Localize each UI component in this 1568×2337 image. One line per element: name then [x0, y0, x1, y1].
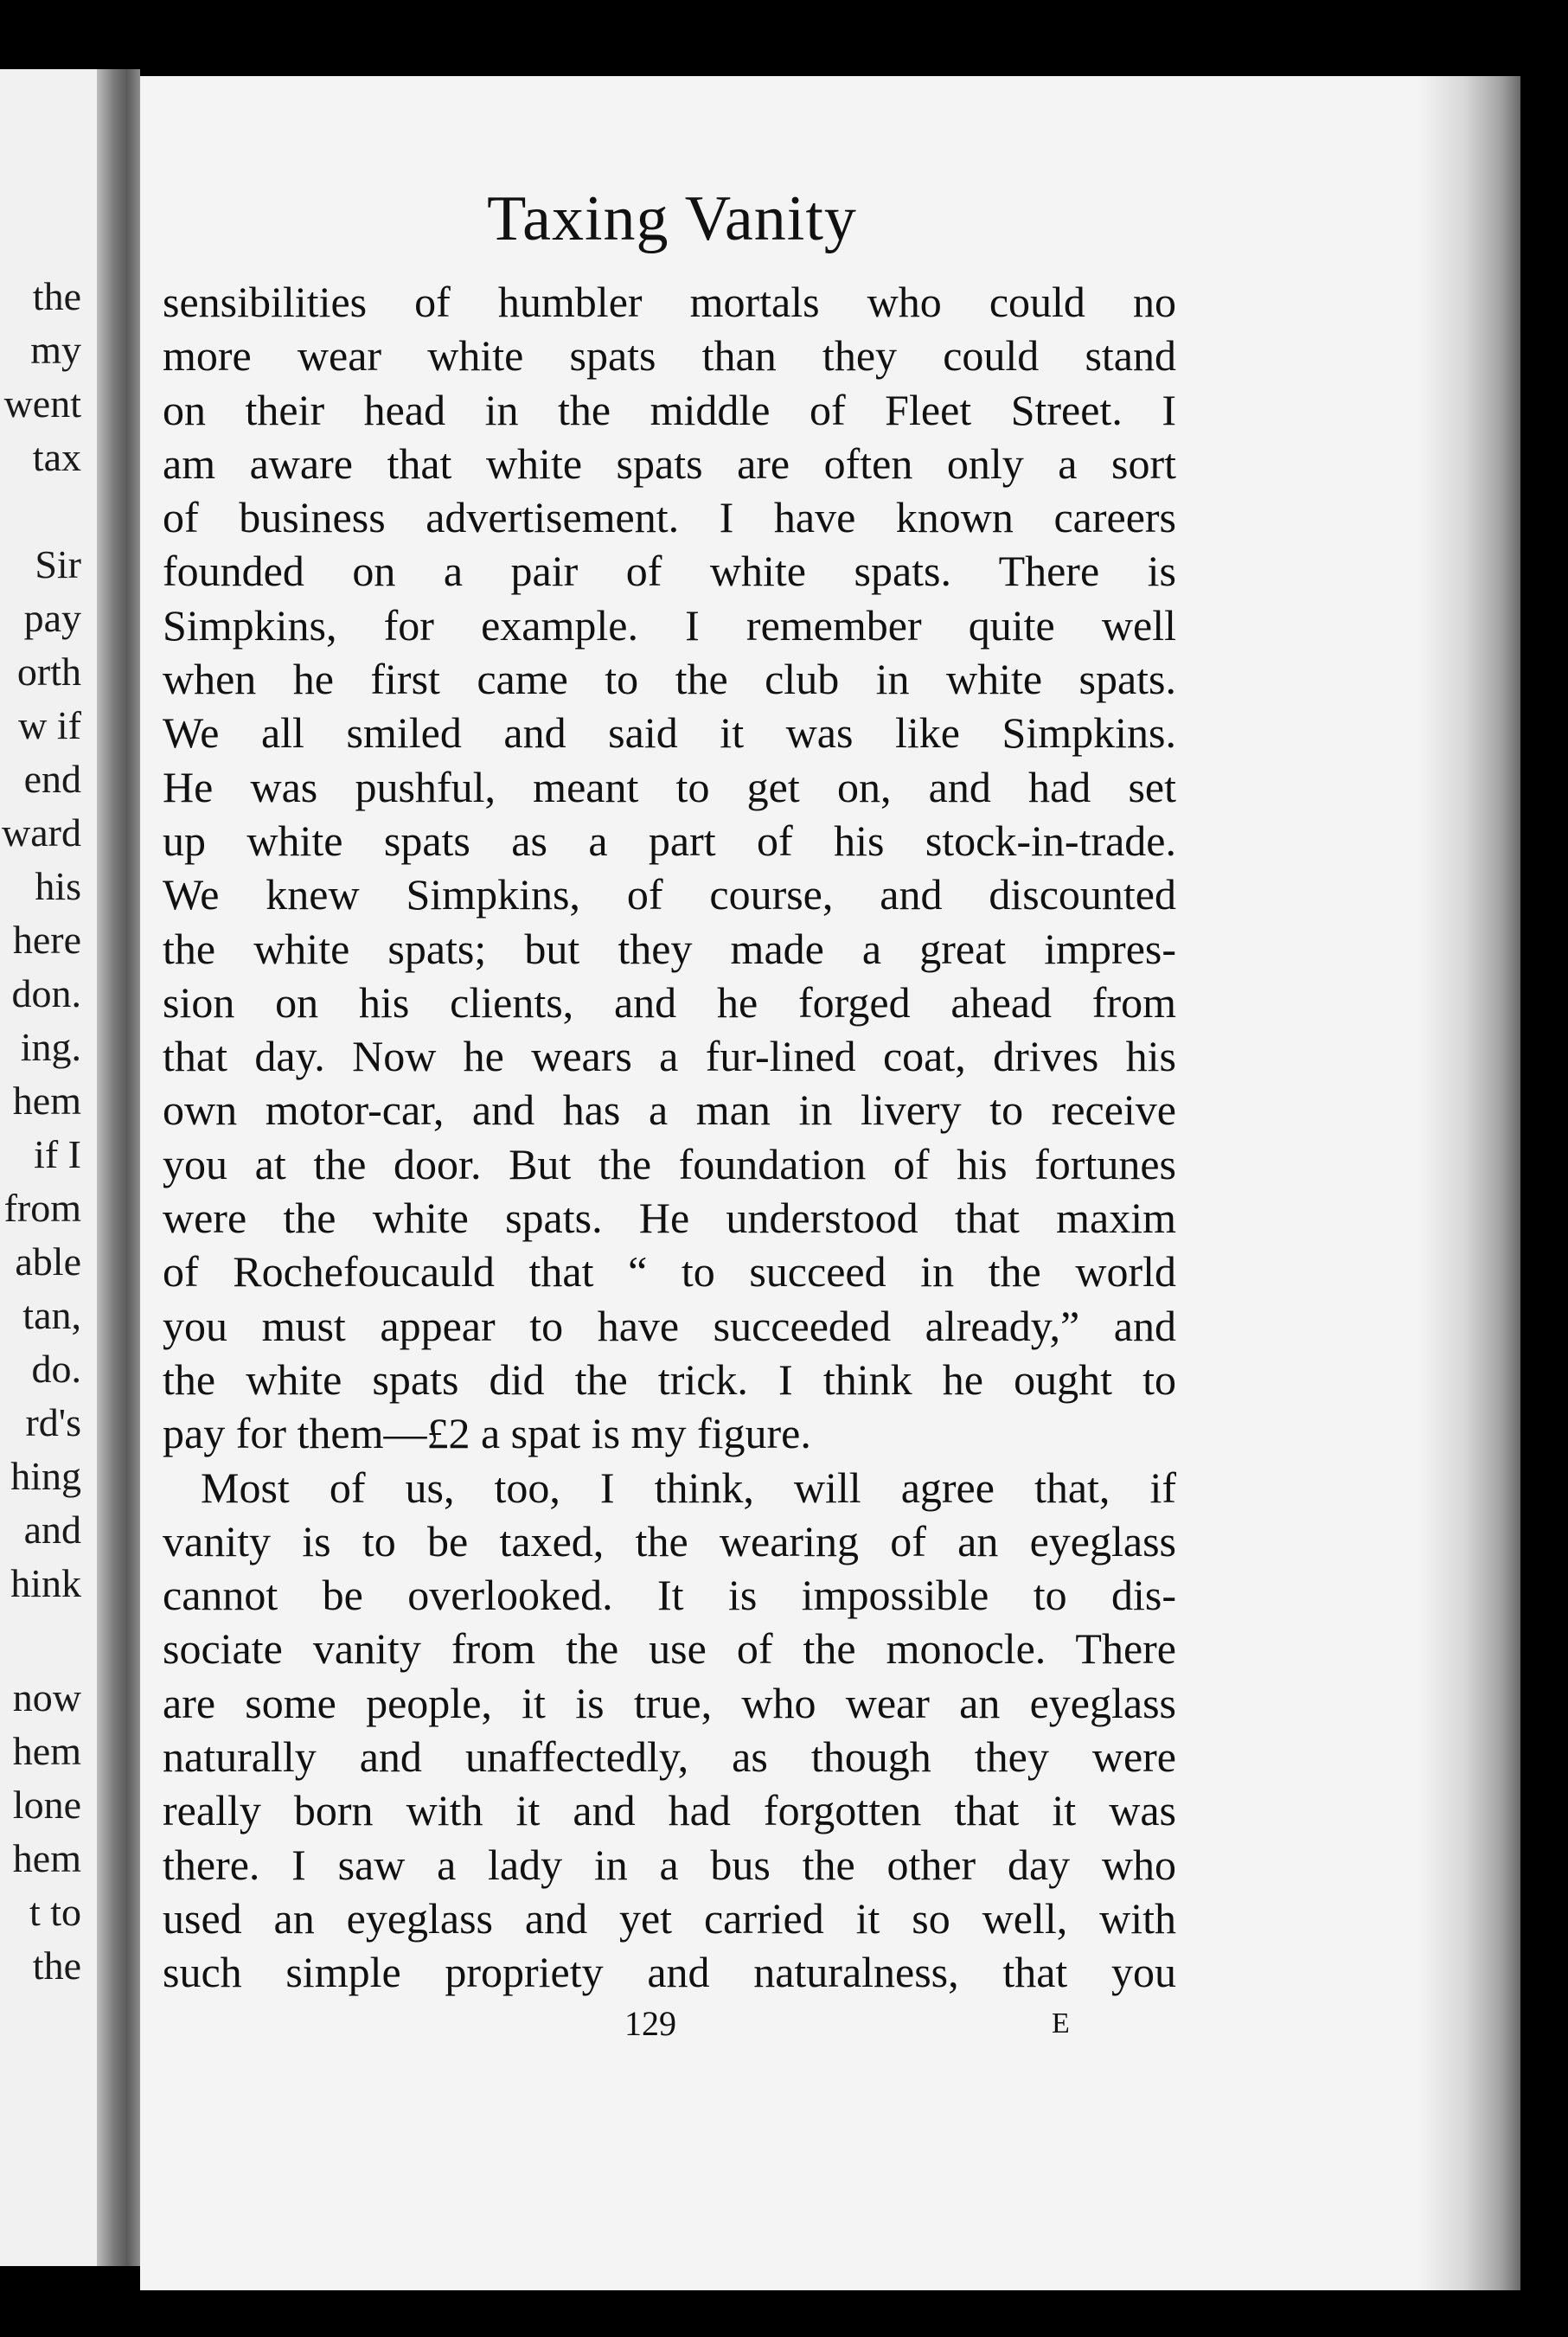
left-page-fragment: don. [11, 971, 81, 1015]
left-page-fragment: from [3, 1186, 81, 1230]
left-page-fragment: went [3, 381, 81, 426]
left-page-edge [0, 69, 97, 2266]
left-page-fragment: do. [31, 1347, 81, 1391]
signature-mark: E [1052, 2007, 1070, 2039]
left-page-fragment: rd's [25, 1400, 81, 1444]
left-page-fragment: the [32, 274, 81, 318]
left-page-fragment: hem [12, 1729, 81, 1773]
book-gutter [97, 69, 140, 2266]
left-page-fragment: w if [18, 703, 81, 747]
text-line: sociate vanity from the use of the monocle. There [163, 1624, 1176, 1674]
page-edge-shadow [1418, 76, 1520, 2290]
left-page-fragment: the [32, 1943, 81, 1988]
left-page-fragment: my [30, 328, 81, 372]
left-page-fragment: hing [10, 1454, 81, 1498]
text-line: sion on his clients, and he forged ahead from [163, 977, 1176, 1027]
text-line: you at the door. But the foundation of his fortunes [163, 1139, 1176, 1188]
text-line: pay for them—£2 a spat is my figure. [163, 1409, 811, 1458]
left-page-fragment: if I [34, 1132, 81, 1176]
left-page-fragment: ward [2, 810, 81, 855]
text-line: We all smiled and said it was like Simpkins. [163, 708, 1176, 758]
text-line: on their head in the middle of Fleet Street. I [163, 385, 1176, 434]
left-page-fragment: able [15, 1239, 81, 1284]
left-page-fragment: t to [29, 1890, 81, 1934]
text-line: We knew Simpkins, of course, and discounted [163, 870, 1176, 919]
left-page-fragment: lone [12, 1783, 81, 1827]
left-page-fragment: his [35, 864, 81, 908]
text-line: there. I saw a lady in a bus the other day who [163, 1840, 1176, 1889]
left-page-fragment: here [12, 918, 81, 962]
left-page-fragment: hink [10, 1561, 81, 1605]
left-page-fragment: hem [12, 1836, 81, 1880]
text-line: up white spats as a part of his stock-in-trade. [163, 816, 1176, 865]
left-page-fragment: end [23, 757, 81, 801]
text-line: used an eyeglass and yet carried it so well, with [163, 1893, 1176, 1943]
left-page-fragment: tan, [22, 1293, 81, 1337]
text-line: He was pushful, meant to get on, and had set [163, 762, 1176, 811]
text-line: vanity is to be taxed, the wearing of an eyeglass [163, 1516, 1176, 1565]
left-page-fragment: orth [16, 650, 81, 694]
text-line: that day. Now he wears a fur-lined coat, drives his [163, 1032, 1176, 1081]
text-line: Simpkins, for example. I remember quite well [163, 600, 1176, 650]
text-line: Most of us, too, I think, will agree that, if [201, 1463, 1176, 1512]
text-line: cannot be overlooked. It is impossible to dis- [163, 1571, 1176, 1620]
left-page-fragment: and [23, 1508, 81, 1552]
left-page-fragment: Sir [35, 542, 81, 586]
text-line: am aware that white spats are often only a sort [163, 439, 1176, 488]
text-line: naturally and unaffectedly, as though they were [163, 1732, 1176, 1782]
text-line: of Rochefoucauld that “ to succeed in the world [163, 1247, 1176, 1297]
text-line: of business advertisement. I have known careers [163, 493, 1176, 542]
left-page-fragment: pay [23, 596, 81, 640]
text-line: own motor-car, and has a man in livery to receive [163, 1085, 1176, 1135]
text-line: really born with it and had forgotten that it was [163, 1786, 1176, 1835]
text-line: the white spats; but they made a great impres- [163, 924, 1176, 973]
left-page-fragment: ing. [20, 1025, 81, 1069]
text-line: founded on a pair of white spats. There is [163, 547, 1176, 596]
running-head-title: Taxing Vanity [487, 183, 857, 254]
left-page-fragment: tax [32, 435, 81, 479]
text-line: were the white spats. He understood that maxim [163, 1194, 1176, 1243]
text-line: more wear white spats than they could stand [163, 331, 1176, 381]
text-line: the white spats did the trick. I think he ought to [163, 1354, 1176, 1404]
body-text [163, 275, 1176, 2000]
text-line: are some people, it is true, who wear an eyeglass [163, 1678, 1176, 1727]
text-line: you must appear to have succeeded already,” and [163, 1301, 1176, 1350]
page-number: 129 [624, 2004, 676, 2043]
text-line: when he first came to the club in white spats. [163, 655, 1176, 704]
text-line: sensibilities of humbler mortals who could no [163, 278, 1176, 326]
text-line: such simple propriety and naturalness, that you [163, 1948, 1176, 1997]
left-page-fragment: hem [12, 1079, 81, 1123]
left-page-fragment: now [12, 1675, 81, 1719]
